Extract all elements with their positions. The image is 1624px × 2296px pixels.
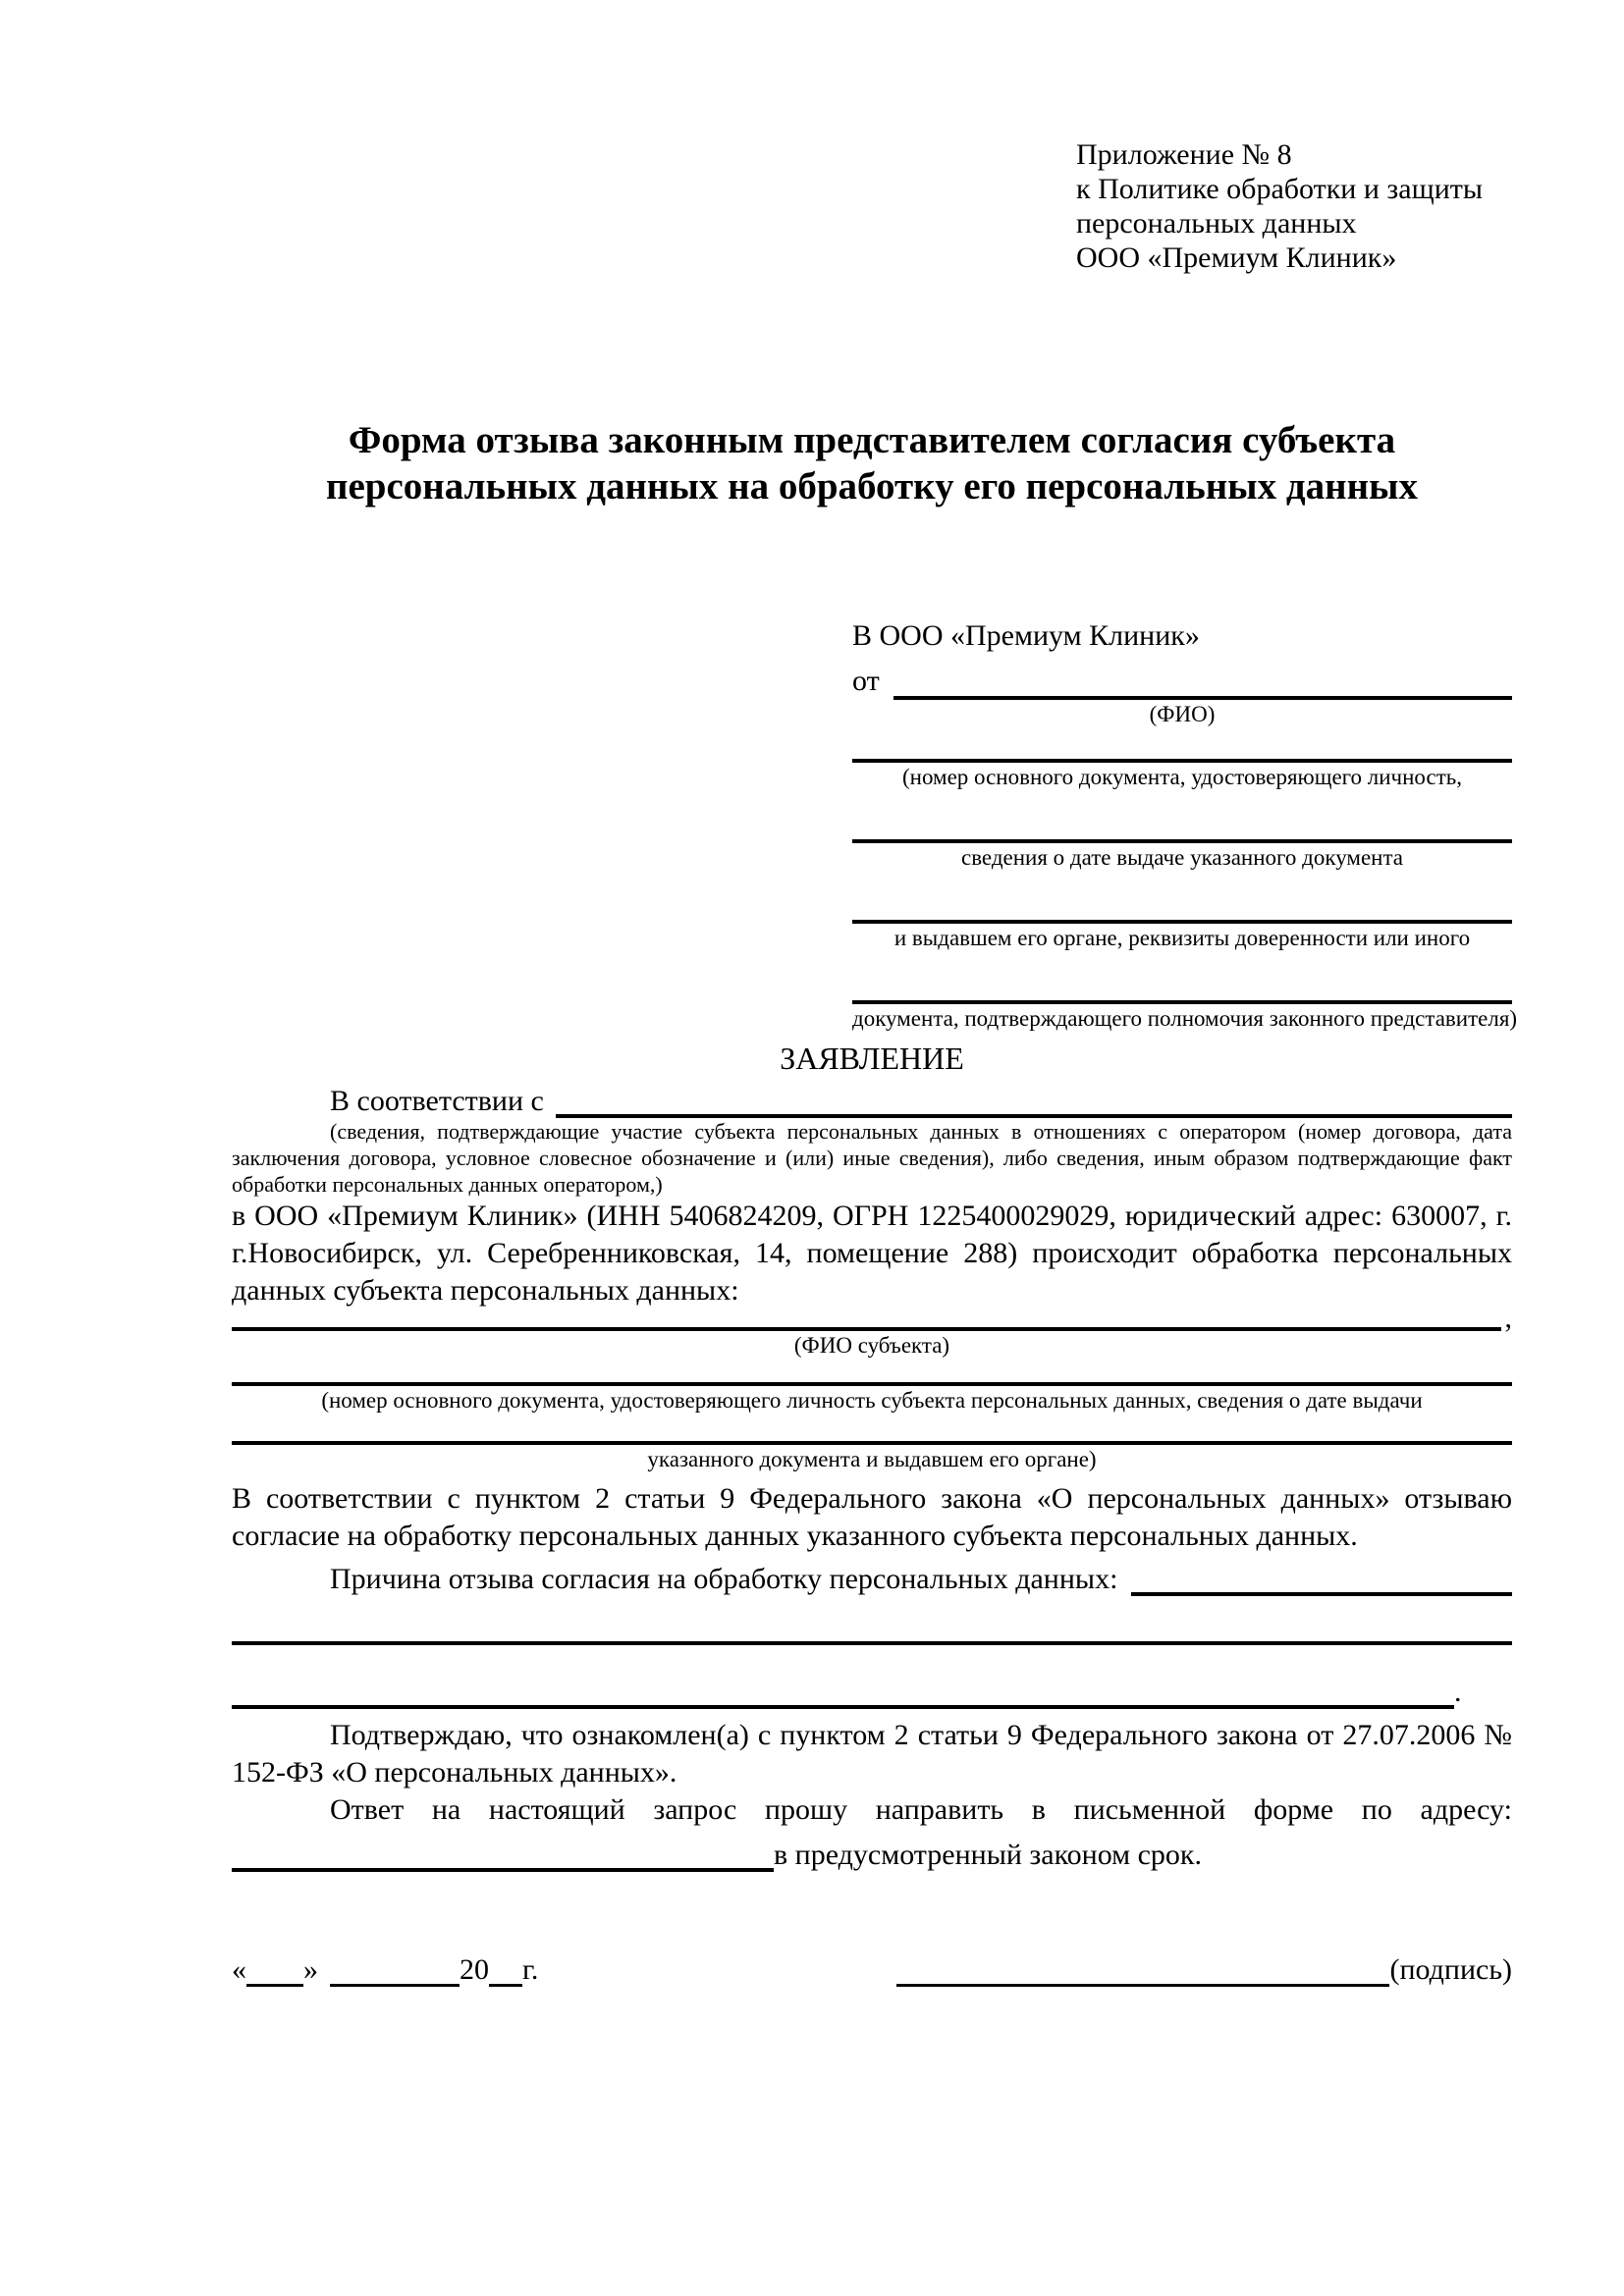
document-content [232, 0, 1518, 1987]
statement-heading: ЗАЯВЛЕНИЕ [780, 1041, 964, 1076]
reason-row [232, 1555, 1512, 1596]
from-label: от [852, 665, 880, 697]
year-suffix: г. [522, 1953, 539, 1986]
empty-blank-line-2 [232, 1705, 1454, 1709]
id-doc-caption-3: и выдавшем его органе, реквизиты доверенности или иного [893, 926, 1471, 950]
id-doc-blank-line-2 [852, 792, 1512, 843]
year-blank-line [489, 1954, 522, 1987]
day-blank-line [246, 1954, 303, 1987]
blank-line-suffix: . [1454, 1676, 1462, 1708]
appendix-block [1076, 137, 1512, 275]
year-prefix: 20 [460, 1953, 489, 1986]
appendix-line: Приложение № 8 [1076, 138, 1292, 171]
document-title [232, 417, 1512, 509]
according-row [232, 1077, 1512, 1118]
reply-address-row [232, 1829, 1512, 1872]
empty-blank-line-1 [232, 1641, 1512, 1645]
fio-caption: (ФИО) [1149, 702, 1216, 726]
quote-open: « [232, 1953, 246, 1986]
operator-paragraph: в ООО «Премиум Клиник» (ИНН 5406824209, ОГРН 1225400029029, юридический адрес: 630007, г. г.Новосибирск, ул. Серебренниковская, 14, помещение 288) происходит обработка персональных данных субъекта персональных данных: [232, 1200, 1512, 1307]
signature-row [896, 1945, 1512, 1987]
subject-line-suffix: , [1504, 1302, 1512, 1334]
reason-label: Причина отзыва согласия на обработку персональных данных: [330, 1563, 1118, 1595]
withdrawal-paragraph: В соответствии с пунктом 2 статьи 9 Федерального закона «О персональных данных» отзываю согласие на обработку персональных данных указанного субъекта персональных данных. [232, 1482, 1512, 1552]
subject-doc-caption-1: (номер основного документа, удостоверяющего личность субъекта персональных данных, сведения о дате выдачи [321, 1388, 1423, 1413]
according-blank-line [556, 1073, 1512, 1118]
footer [232, 1945, 1512, 1987]
addressee-block [852, 617, 1518, 1034]
id-doc-caption-1: (номер основного документа, удостоверяющего личность, [901, 765, 1462, 789]
subject-fio-row [232, 1302, 1512, 1334]
reply-tail: в предусмотренный законом срок. [774, 1839, 1202, 1871]
title-line: персональных данных на обработку его персональных данных [325, 465, 1419, 507]
id-doc-caption-4: документа, подтверждающего полномочия законного представителя) [852, 1006, 1518, 1031]
id-doc-blank-line-1 [852, 729, 1512, 763]
subject-fio-blank-line [232, 1306, 1501, 1331]
id-doc-caption-2: сведения о дате выдаче указанного документа [960, 845, 1404, 870]
month-blank-line [330, 1954, 460, 1987]
appendix-line: ООО «Премиум Клиник» [1076, 241, 1397, 274]
from-blank-line [893, 651, 1512, 700]
appendix-line: к Политике обработки и защиты [1076, 173, 1484, 205]
from-row [852, 655, 1512, 700]
appendix-line: персональных данных [1076, 207, 1357, 240]
title-line: Форма отзыва законным представителем согласия субъекта [348, 419, 1396, 461]
subject-fio-caption: (ФИО субъекта) [793, 1333, 950, 1358]
id-doc-blank-line-3 [852, 873, 1512, 924]
according-label: В соответствии с [330, 1085, 544, 1117]
addressee-to: В ООО «Премиум Клиник» [852, 619, 1200, 652]
date-row [232, 1953, 538, 1987]
empty-blank-line-2-row [232, 1676, 1512, 1709]
fine-print-note: (сведения, подтверждающие участие субъекта персональных данных в отношениях с оператором (номер договора, дата заключения договора, условное словесное обозначение и (или) иные сведения), либо сведения, иным образом подтверждающие факт обработки персональных данных оператором,) [232, 1119, 1512, 1197]
quote-close: » [303, 1953, 318, 1986]
reply-address-blank-line [232, 1825, 774, 1872]
id-doc-blank-line-4 [852, 953, 1512, 1004]
subject-doc-caption-2: указанного документа и выдавшем его органе) [647, 1447, 1097, 1471]
signature-caption: (подпись) [1389, 1953, 1512, 1986]
reply-paragraph: Ответ на настоящий запрос прошу направить в письменной форме по адресу: [330, 1793, 1512, 1826]
reason-blank-line [1131, 1551, 1512, 1596]
confirm-paragraph: Подтверждаю, что ознакомлен(а) с пунктом 2 статьи 9 Федерального закона от 27.07.2006 № 152-ФЗ «О персональных данных». [232, 1719, 1512, 1789]
signature-blank-line [896, 1945, 1389, 1987]
